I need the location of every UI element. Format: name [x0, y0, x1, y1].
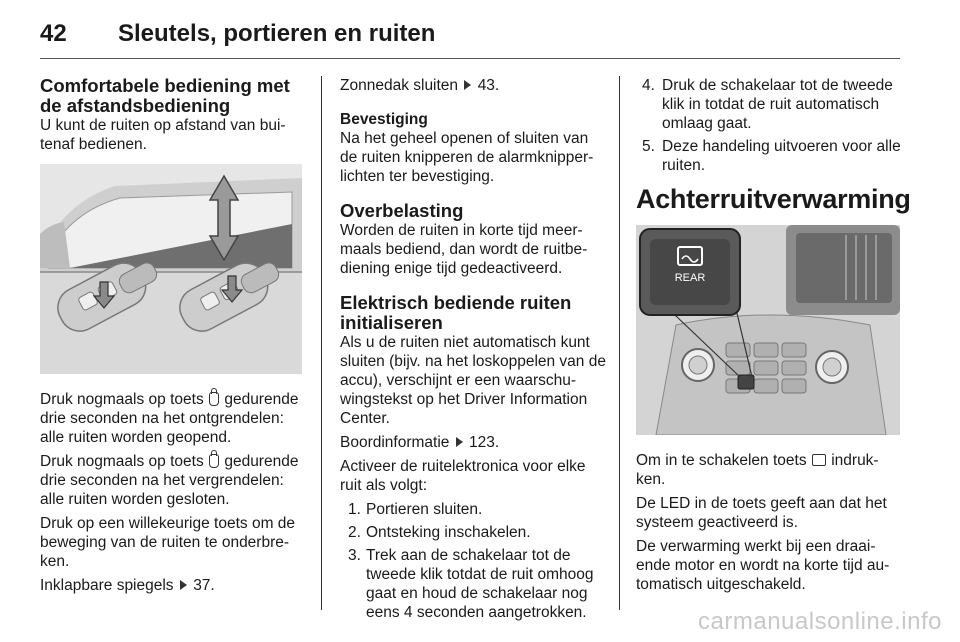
window-and-key-drawing	[40, 164, 302, 374]
list-item: 2. Ontsteking inschakelen.	[348, 524, 531, 541]
init-heading: Elektrisch bediende ruiten initialiseren	[340, 292, 572, 333]
unlock-key-icon	[209, 392, 219, 406]
chapter-title: Sleutels, portieren en ruiten	[118, 20, 436, 47]
rear-defrost-heading: Achterruitverwarming	[636, 184, 911, 214]
dic-reference: Boordinformatie 123.	[340, 434, 500, 451]
unlock-paragraph: Druk nogmaals op toets gedurende drie seconden na het ontgrendelen: alle ruiten worden geopend.	[40, 390, 308, 447]
column-3	[636, 76, 911, 599]
page-number: 42	[40, 20, 67, 47]
column-1	[40, 76, 308, 600]
engine-paragraph: De verwarming werkt bij een draai-ende motor en wordt na korte tijd au-tomatisch uitgeschakeld.	[636, 538, 890, 593]
interrupt-paragraph: Druk op een willekeurige toets om de beweging van de ruiten te onderbre-ken.	[40, 515, 296, 570]
page-reference-icon	[180, 580, 187, 590]
list-item: 4. Druk de schakelaar tot de tweede klik in totdat de ruit automatisch omlaag gaat.	[642, 77, 893, 132]
list-item: 5. Deze handeling uitvoeren voor alle ruiten.	[642, 138, 901, 174]
column-2	[340, 76, 608, 626]
dashboard-illustration	[636, 225, 900, 435]
list-item: 1. Portieren sluiten.	[348, 501, 483, 518]
watermark: carmanualsonline.info	[698, 608, 942, 635]
sunroof-reference: Zonnedak sluiten 43.	[340, 77, 500, 94]
header-divider	[40, 58, 900, 59]
overload-text: Worden de ruiten in korte tijd meer-maals bediend, dan wordt de ruitbe-diening enige tijd gedeactiveerd.	[340, 222, 588, 277]
init-steps-continued	[636, 76, 904, 175]
intro-text: U kunt de ruiten op afstand van bui-tenaf bedienen.	[40, 117, 286, 153]
confirmation-text: Na het geheel openen of sluiten van de ruiten knipperen de alarmknipper-lichten ter bevestiging.	[340, 130, 594, 185]
lock-paragraph: Druk nogmaals op toets gedurende drie seconden na het vergrendelen: alle ruiten worden gesloten.	[40, 452, 308, 509]
activate-text: Activeer de ruitelektronica voor elke ruit als volgt:	[340, 458, 586, 494]
page-reference-icon	[464, 80, 471, 90]
page-header	[40, 12, 920, 58]
list-item: 3. Trek aan de schakelaar tot de tweede klik totdat de ruit omhoog gaat en houd de schakelaar nog eens 4 seconden aangetrokken.	[348, 547, 594, 621]
page-reference-icon	[456, 437, 463, 447]
lock-key-icon	[209, 454, 219, 468]
rear-activate-paragraph: Om in te schakelen toets indruk-ken.	[636, 452, 879, 488]
rear-button-label: REAR	[674, 272, 706, 284]
section-heading-remote: Comfortabele bediening met de afstandsbediening	[40, 75, 290, 116]
remote-key-illustration	[40, 164, 302, 374]
mirror-reference: Inklapbare spiegels 37.	[40, 577, 215, 594]
center-console-drawing	[636, 225, 900, 435]
init-text: Als u de ruiten niet automatisch kunt sluiten (bijv. na het loskoppelen van de accu), verschijnt er een waarschu-wingstekst op het Driver Information Center.	[340, 334, 606, 427]
confirmation-heading: Bevestiging	[340, 111, 428, 128]
column-divider-1	[321, 76, 322, 610]
init-steps-list	[340, 500, 608, 622]
overload-heading: Overbelasting	[340, 200, 464, 221]
column-divider-2	[619, 76, 620, 610]
rear-window-defrost-icon	[812, 454, 826, 466]
led-paragraph: De LED in de toets geeft aan dat het systeem geactiveerd is.	[636, 495, 887, 531]
